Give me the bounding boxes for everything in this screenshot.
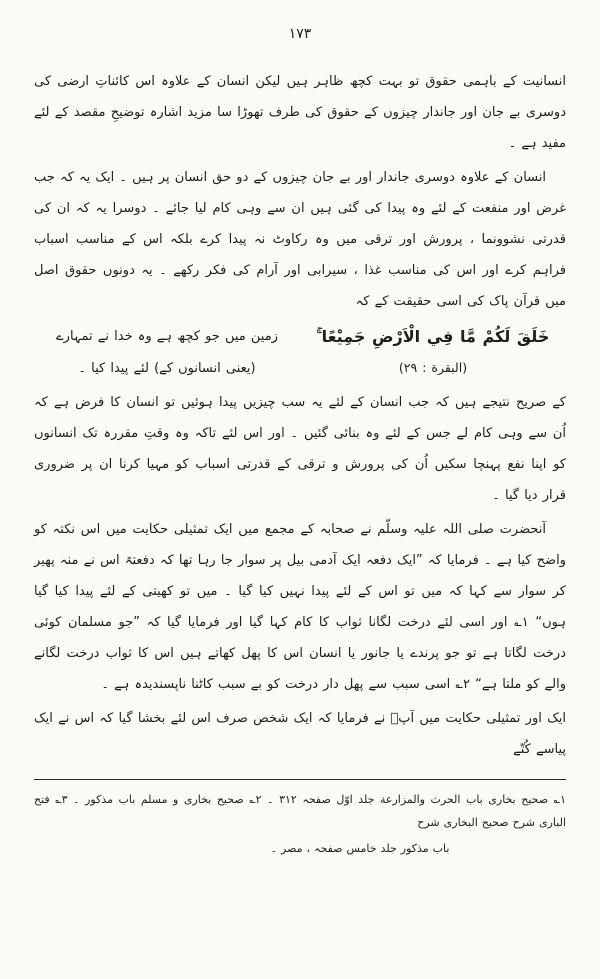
paragraph-result: کے صریح نتیجے ہیں کہ جب انسان کے لئے یہ سب چیزیں پیدا ہوئیں تو انسان کا فرض ہے کہ اُن سے وہی کام لے جس کے لئے وہ بنائی گئیں ۔ اور اس لئے تاکہ وہ وقتِ مقررہ تک انسانوں کو اپنا نفع پہنچا سکیں اُن کی پرورش و ترقی کے قدرتی اسباب کو مہیا کرنا ان پر ضروری قرار دیا گیا ۔ bbox=[34, 395, 566, 503]
quran-verse-block bbox=[34, 321, 566, 385]
paragraph-hadith-parable: آنحضرت صلی اللہ علیہ وسلّم نے صحابہ کے مجمع میں ایک تمثیلی حکایت میں اس نکتہ کو واضح کیا ہے ۔ فرمایا کہ ”ایک دفعہ ایک آدمی بیل پر سوار جا رہا تھا کہ دفعتہً اس نے منہ پھیر کر سوار سے کہا کہ میں تو اس کے لئے پیدا نہیں کیا گیا ۔ میں تو کھیتی کے لئے پیدا کیا گیا ہوں“ ۱؎ اور اسی لئے درخت لگانا ثواب کا کام کہا گیا اور فرمایا گیا کہ ”جو مسلمان کوئی درخت لگاتا ہے تو جو پرندے یا جانور یا انسان اس کا پھل کھاتے ہیں اس کا ثواب درخت لگانے والے کو ملتا ہے“ ۲؎ اسی سبب سے پھل دار درخت کو بے سبب کاٹنا ناپسندیدہ ہے ۔ bbox=[34, 522, 567, 692]
verse-translation-line1: زمین میں جو کچھ ہے وہ خدا نے تمہارے bbox=[56, 329, 278, 344]
footnote-separator bbox=[34, 779, 566, 780]
paragraph-intro: انسانیت کے باہمی حقوق تو بہت کچھ ظاہر ہیں لیکن انسان کے علاوہ اس کائناتِ ارضی کی دوسری بے جان اور جاندار چیزوں کے حقوق کی طرف تھوڑا سا مزید اشارہ توضیحِ مقصد کے لئے مفید ہے ۔ bbox=[34, 74, 566, 151]
footnote-line1: ۱؎ صحیح بخاری باب الحرث والمزارعة جلد اوّل صفحہ ۳۱۲ ۔ ۲؎ صحیح بخاری و مسلم باب مذکور ۔ ۳؎ فتح الباری شرح صحیح البخاری شرح bbox=[34, 793, 566, 829]
quran-verse-arabic: خَلَقَ لَكُمْ مَّا فِي الْاَرْضِ جَمِيْعًا ۚ bbox=[316, 327, 550, 346]
footnote-line2: باب مذکور جلد خامس صفحہ ، مصر ۔ bbox=[270, 842, 450, 855]
page-number: ۱۷۳ bbox=[288, 26, 312, 42]
verse-translation-line2: (یعنی انسانوں کے) لئے پیدا کیا ۔ bbox=[78, 361, 256, 376]
verse-reference: (البقرة : ۲۹) bbox=[398, 360, 468, 375]
paragraph-second-parable: ایک اور تمثیلی حکایت میں آپؐ نے فرمایا کہ ایک شخص صرف اس لئے بخشا گیا کہ اس نے ایک پیاسے کُتّے bbox=[34, 711, 566, 757]
paragraph-two-rights: انسان کے علاوہ دوسری جاندار اور بے جان چیزوں کے دو حق انسان پر ہیں ۔ ایک یہ کہ جب غرض اور منفعت کے لئے وہ پیدا کی گئی ہیں ان سے وہی کام لیا جائے ۔ دوسرا یہ کہ ان کی قدرتی نشوونما ، پرورش اور ترقی میں وہ رکاوٹ نہ پیدا کرے بلکہ اس کے مناسب اسباب فراہم کرے اور اس کی مناسب غذا ، سیرابی اور آرام کی فکر رکھے ۔ یہ دونوں حقوق اصل میں قرآن پاک کی اسی حقیقت کے کہ bbox=[34, 170, 566, 309]
